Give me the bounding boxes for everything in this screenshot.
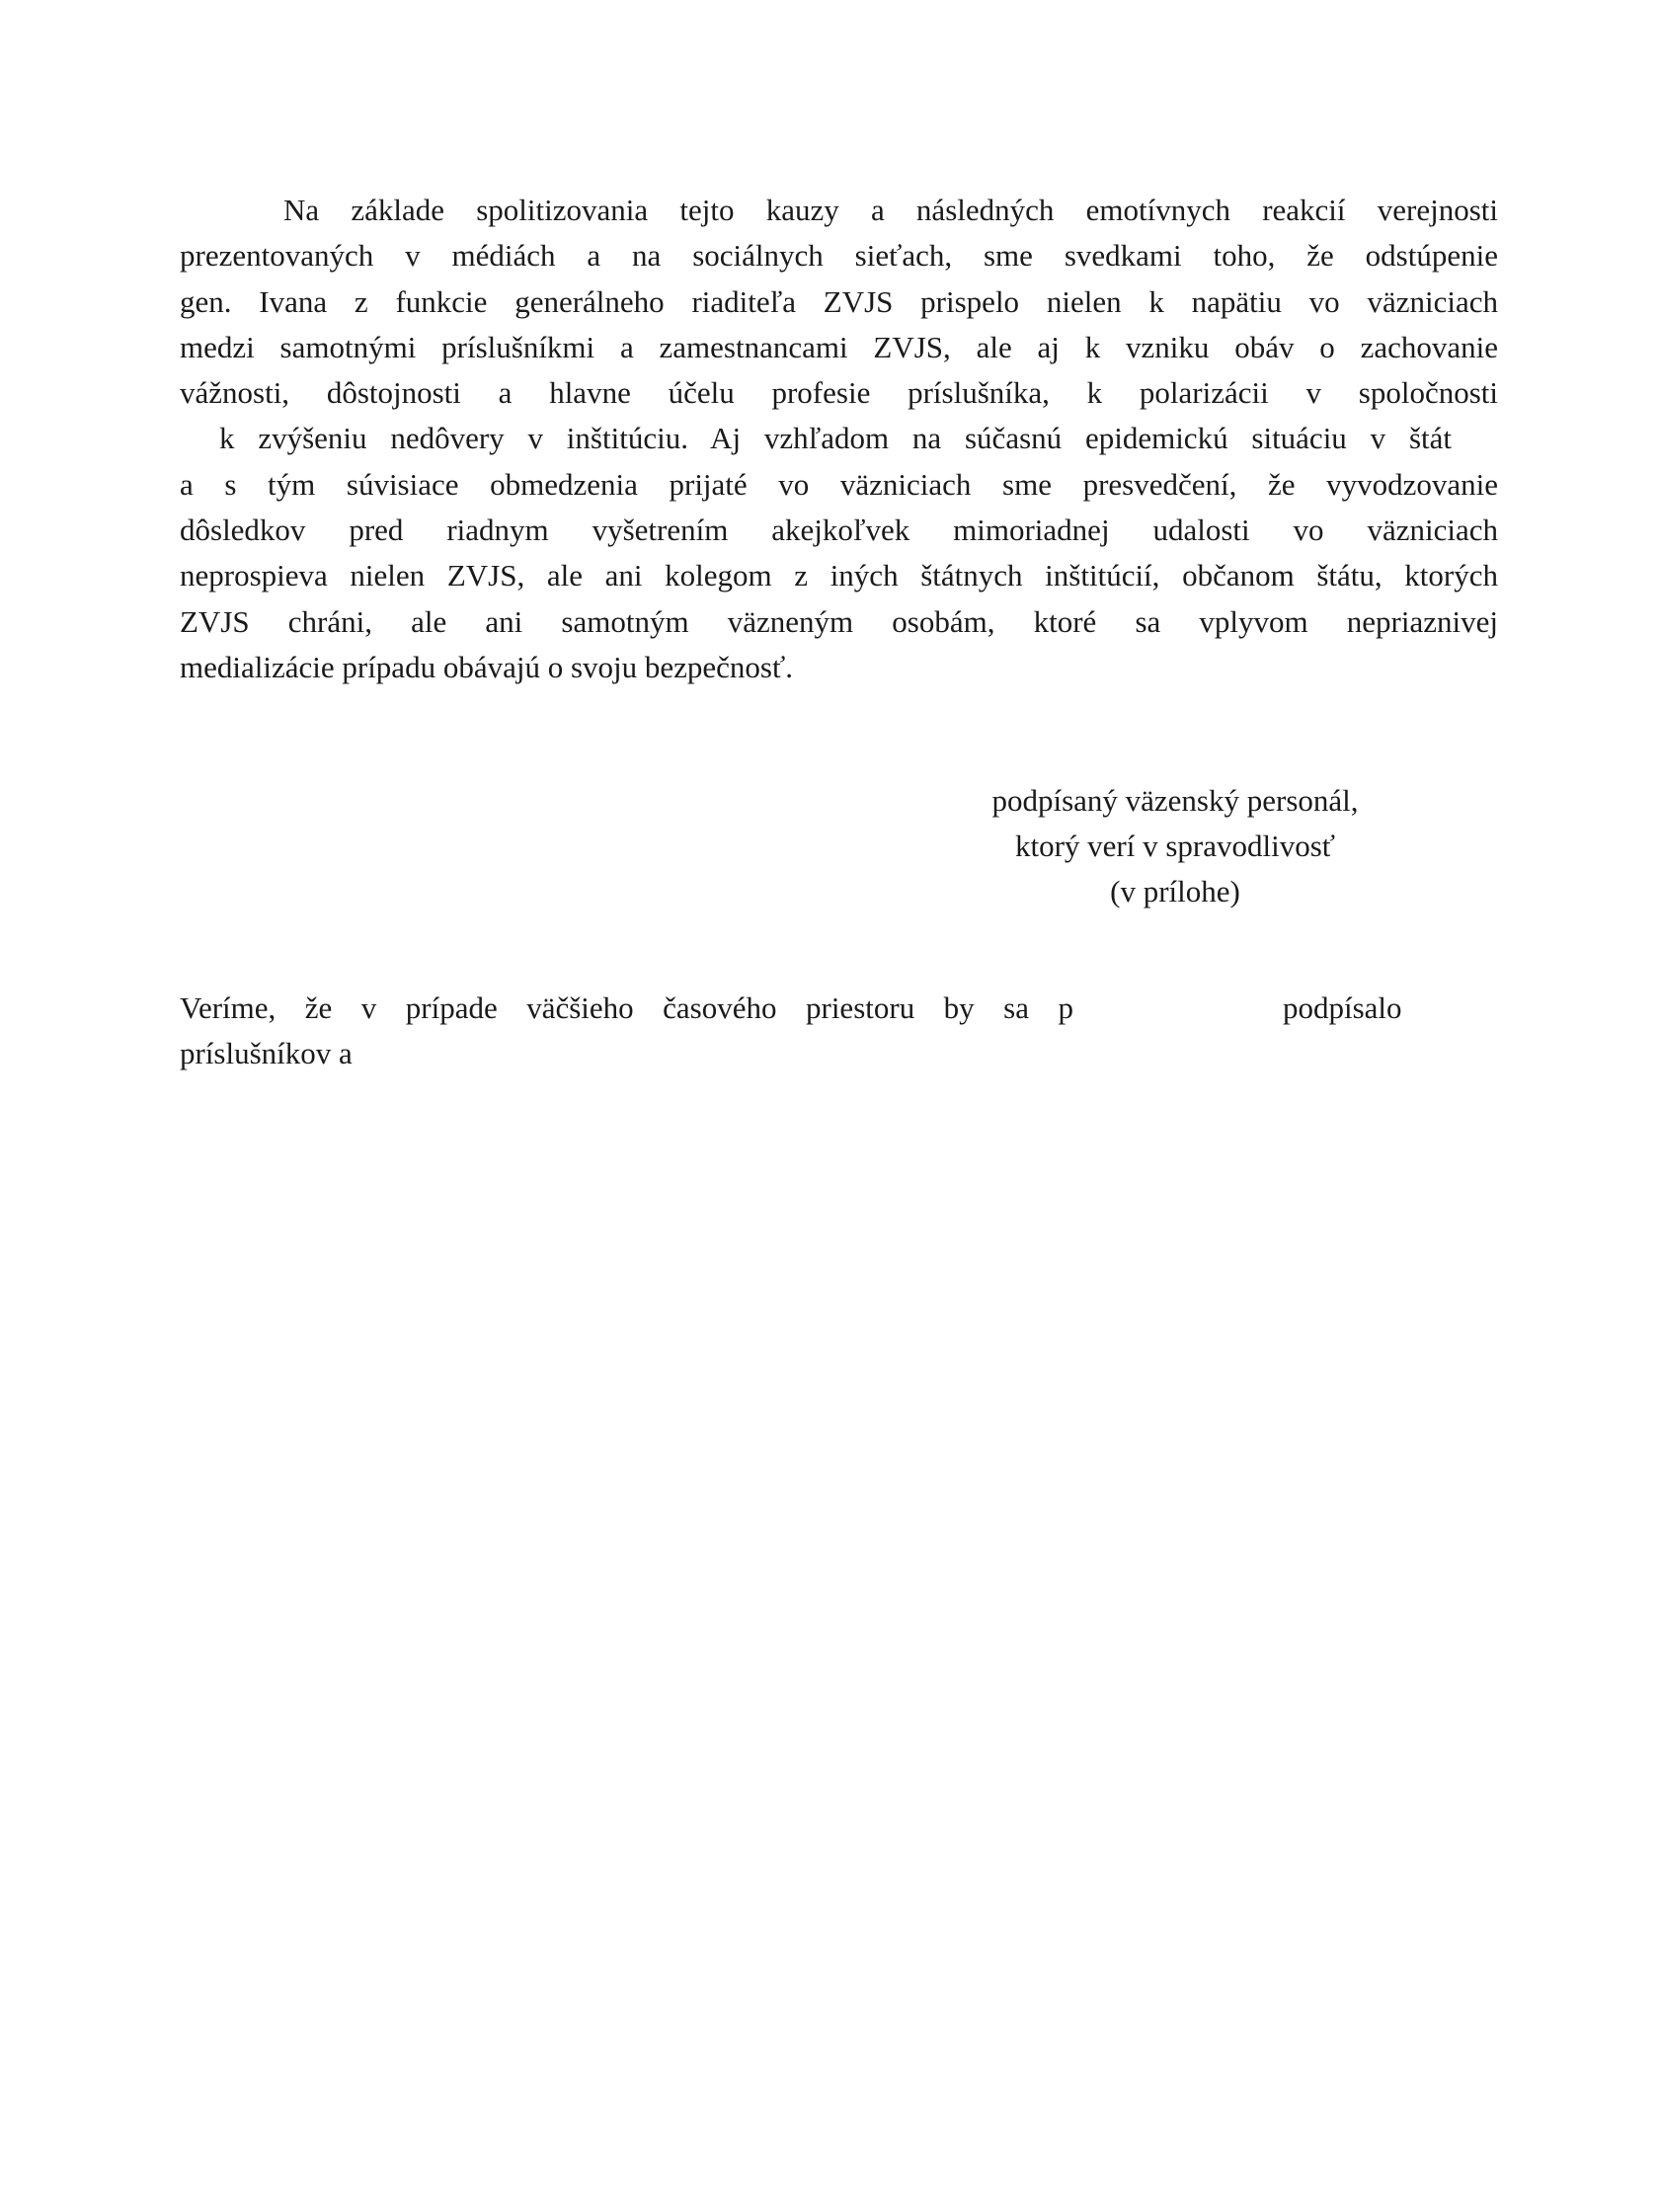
paragraph-line: medializácie prípadu obávajú o svoju bezpečnosť. xyxy=(180,649,793,684)
closing-line-1-right: podpísalo xyxy=(1283,990,1402,1025)
closing-line-1 xyxy=(180,986,1424,1031)
paragraph-line: ZVJS chráni, ale ani samotným väzneným osobám, ktoré sa vplyvom nepriaznivej xyxy=(180,603,1498,639)
paragraph-line: k zvýšeniu nedôvery v inštitúciu. Aj vzhľadom na súčasnú epidemickú situáciu v štát xyxy=(219,421,1452,456)
paragraph-line: gen. Ivana z funkcie generálneho riaditeľa ZVJS prispelo nielen k napätiu vo väzniciach xyxy=(180,283,1498,319)
signature-line-1: podpísaný väzenský personál, xyxy=(991,783,1359,818)
signature-line-3: (v prílohe) xyxy=(1110,874,1240,908)
closing-paragraph xyxy=(180,986,1424,1076)
paragraph-line: dôsledkov pred riadnym vyšetrením akejkoľvek mimoriadnej udalosti vo väzniciach xyxy=(180,513,1498,548)
paragraph-line: a s tým súvisiace obmedzenia prijaté vo väzniciach sme presvedčení, že vyvodzovanie xyxy=(180,466,1498,502)
closing-line-2: príslušníkov a xyxy=(180,1036,353,1070)
signature-block xyxy=(958,778,1392,914)
paragraph-line: medzi samotnými príslušníkmi a zamestnancami ZVJS, ale aj k vzniku obáv o zachovanie xyxy=(180,329,1498,364)
paragraph-line: vážnosti, dôstojnosti a hlavne účelu profesie príslušníka, k polarizácii v spoločnosti xyxy=(180,375,1498,411)
paragraph-line: neprospieva nielen ZVJS, ale ani kolegom z iných štátnych inštitúcií, občanom štátu, ktorých xyxy=(180,558,1498,593)
closing-line-1-left: Veríme, že v prípade väčšieho časového priestoru by sa p xyxy=(180,990,1073,1025)
paragraph-line: Na základe spolitizovania tejto kauzy a následných emotívnych reakcií verejnosti xyxy=(283,193,1498,227)
main-paragraph xyxy=(180,188,1498,690)
paragraph-line: prezentovaných v médiách a na sociálnych sieťach, sme svedkami toho, že odstúpenie xyxy=(180,238,1498,274)
signature-line-2: ktorý verí v spravodlivosť xyxy=(1014,829,1336,863)
